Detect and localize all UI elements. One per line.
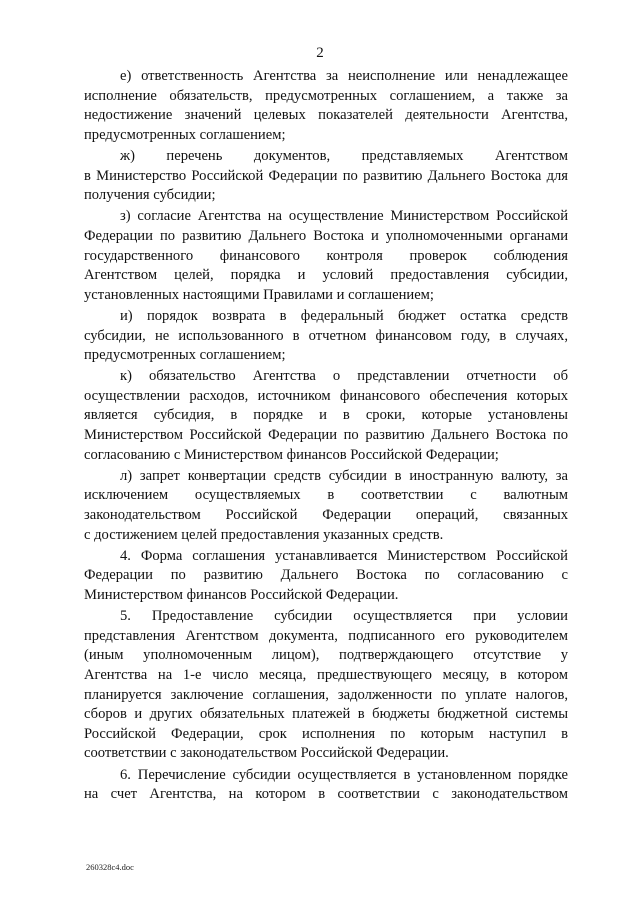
text-line: (иным уполномоченным лицом), подтверждающего отсутствие у — [84, 647, 568, 664]
paragraph-zh — [84, 147, 568, 206]
document-body — [84, 67, 568, 805]
text-line: недостижение значений целевых показателей деятельности Агентства, — [84, 107, 568, 124]
text-line: к) обязательство Агентства о представлении отчетности об — [120, 368, 568, 385]
text-line: исключением осуществляемых в соответствии с валютным — [84, 487, 568, 504]
text-line: с достижением целей предоставления указанных средств. — [84, 526, 444, 543]
text-line: Агентства на 1-е число месяца, предшествующего месяцу, в котором — [84, 666, 568, 683]
page-number: 2 — [316, 45, 324, 61]
text-line: предусмотренных соглашением; — [84, 347, 286, 364]
text-line: сборов и других обязательных платежей в бюджеты бюджетной системы — [84, 706, 568, 723]
text-line: является субсидия, в порядке и в сроки, которые установлены — [84, 407, 568, 424]
text-line: на счет Агентства, на котором в соответствии с законодательством — [84, 786, 568, 803]
paragraph-z — [84, 207, 568, 305]
paragraph-e — [84, 67, 568, 145]
text-line: 6. Перечисление субсидии осуществляется в установленном порядке — [120, 766, 568, 783]
paragraph-l — [84, 467, 568, 545]
text-line: осуществлении расходов, источником финансового обеспечения которых — [84, 387, 568, 404]
paragraph-k — [84, 367, 568, 465]
text-line: субсидии, не использованного в отчетном финансовом году, в случаях, — [84, 327, 568, 344]
paragraph-5 — [84, 607, 568, 764]
text-line: и) порядок возврата в федеральный бюджет остатка средств — [120, 307, 568, 324]
text-line: Министерством Российской Федерации по развитию Дальнего Востока по — [84, 427, 568, 444]
text-line: представления Агентством документа, подписанного его руководителем — [84, 627, 568, 644]
text-line: законодательством Российской Федерации операций, связанных — [84, 507, 568, 524]
text-line: Министерством финансов Российской Федерации. — [84, 587, 399, 603]
text-line: предусмотренных соглашением; — [84, 126, 286, 143]
text-line: 5. Предоставление субсидии осуществляется при условии — [120, 608, 568, 625]
footer-filename: 260328c4.doc — [86, 862, 134, 872]
paragraph-4 — [84, 547, 568, 606]
text-line: планируется заключение соглашения, задолженности по уплате налогов, — [84, 686, 568, 703]
text-line: Агентством целей, порядка и условий предоставления субсидии, — [84, 267, 568, 284]
text-line: установленных настоящими Правилами и соглашением; — [84, 286, 434, 303]
text-line: л) запрет конвертации средств субсидии в иностранную валюту, за — [120, 467, 568, 484]
text-line: государственного финансового контроля проверок соблюдения — [84, 247, 568, 264]
paragraph-6 — [84, 766, 568, 805]
text-line: исполнение обязательств, предусмотренных соглашением, а также за — [84, 87, 568, 104]
text-line: Федерации по развитию Дальнего Востока по согласованию с — [84, 567, 568, 584]
text-line: получения субсидии; — [84, 187, 216, 204]
text-line: ж) перечень документов, представляемых Агентством — [120, 147, 568, 164]
text-line: 4. Форма соглашения устанавливается Министерством Российской — [120, 547, 568, 564]
text-line: з) согласие Агентства на осуществление Министерством Российской — [120, 208, 568, 225]
text-line: е) ответственность Агентства за неисполнение или ненадлежащее — [120, 68, 568, 84]
paragraph-i — [84, 307, 568, 366]
text-line: Российской Федерации, срок исполнения по которым наступил в — [84, 725, 568, 742]
text-line: соответствии с законодательством Российской Федерации. — [84, 745, 449, 762]
text-line: согласованию с Министерством финансов Российской Федерации; — [84, 446, 499, 463]
text-line: в Министерство Российской Федерации по развитию Дальнего Востока для — [84, 167, 568, 184]
text-line: Федерации по развитию Дальнего Востока и уполномоченными органами — [84, 227, 568, 244]
